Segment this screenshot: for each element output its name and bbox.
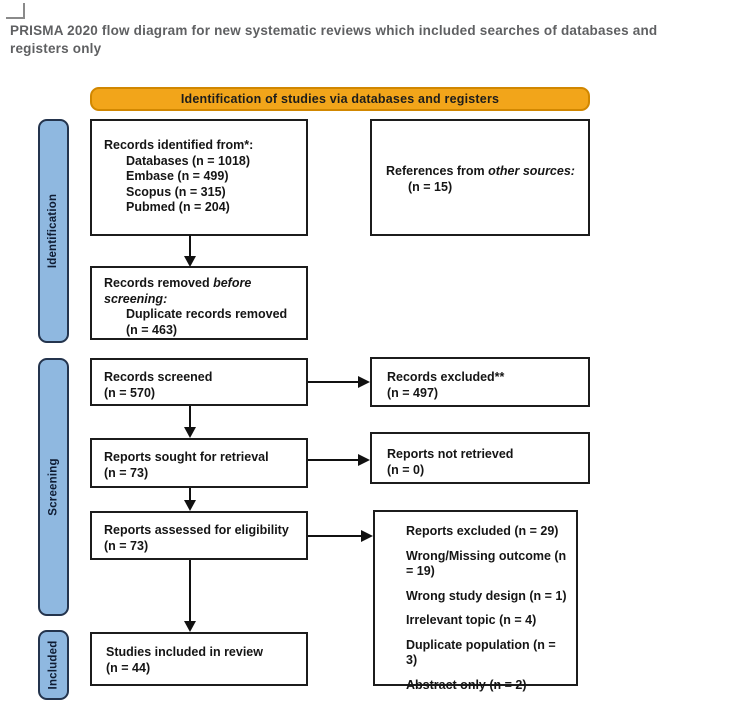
node-studies-included	[90, 632, 308, 686]
exclusion-reason: Irrelevant topic (n = 4)	[406, 613, 537, 627]
node-line: (n = 570)	[104, 385, 156, 400]
arrowhead-right-icon	[358, 454, 370, 466]
node-line: Reports assessed for eligibility	[104, 523, 289, 537]
banner-label: Identification of studies via databases and registers	[180, 92, 500, 106]
node-records-identified	[90, 119, 308, 236]
node-reports-sought	[90, 438, 308, 488]
node-line: (n = 497)	[387, 385, 439, 400]
node-line: Studies included in review	[106, 645, 263, 659]
banner-identification-of-studies	[90, 87, 590, 111]
node-line: Reports sought for retrieval	[104, 450, 269, 464]
node-line: Databases (n = 1018)	[126, 153, 251, 168]
exclusion-reason: Reports excluded (n = 29)	[406, 524, 559, 538]
node-reports-not-retrieved	[370, 432, 590, 484]
arrowhead-down-icon	[184, 427, 196, 438]
arrow-screened-to-sought	[189, 406, 191, 427]
node-line: Pubmed (n = 204)	[126, 200, 230, 214]
exclusion-reason: Wrong study design (n = 1)	[406, 588, 567, 603]
exclusion-reason: Abstract only (n = 2)	[406, 677, 527, 692]
arrowhead-down-icon	[184, 621, 196, 632]
arrowhead-down-icon	[184, 256, 196, 267]
arrow-sought-to-not-retrieved	[308, 459, 358, 461]
node-line: Records removed before screening:	[104, 276, 252, 306]
page-title: PRISMA 2020 flow diagram for new systematic reviews which included searches of databases and registers only	[10, 23, 658, 57]
arrow-screened-to-excluded	[308, 381, 358, 383]
stage-label-included: Included	[38, 630, 69, 700]
exclusion-reason: Wrong/Missing outcome (n = 19)	[406, 548, 567, 578]
node-references-other-sources	[370, 119, 590, 236]
node-records-removed	[90, 266, 308, 340]
exclusion-reason: Duplicate population (n = 3)	[406, 637, 556, 667]
node-line: (n = 0)	[387, 462, 425, 477]
node-line: Reports not retrieved	[387, 447, 514, 461]
stage-label-screening: Screening	[38, 358, 69, 616]
arrowhead-down-icon	[184, 500, 196, 511]
arrowhead-right-icon	[358, 376, 370, 388]
node-line: Records identified from*:	[104, 138, 254, 152]
node-line: References from other sources:	[386, 164, 575, 178]
node-records-excluded	[370, 357, 590, 407]
node-records-screened	[90, 358, 308, 406]
corner-crop-mark-icon	[6, 3, 25, 19]
node-line: Scopus (n = 315)	[126, 184, 226, 199]
node-reports-assessed	[90, 511, 308, 560]
node-line: (n = 73)	[104, 538, 149, 553]
node-line: (n = 463)	[126, 322, 178, 337]
node-line: (n = 15)	[408, 179, 453, 194]
node-line: Embase (n = 499)	[126, 169, 229, 183]
arrowhead-right-icon	[361, 530, 373, 542]
stage-label-identification: Identification	[38, 119, 69, 343]
arrow-identified-to-removed	[189, 235, 191, 256]
node-line: Records screened	[104, 370, 213, 384]
node-line: (n = 44)	[106, 660, 151, 675]
node-line: (n = 73)	[104, 465, 149, 480]
node-line: Records excluded**	[387, 370, 505, 384]
arrow-assessed-to-reasons	[308, 535, 361, 537]
arrow-assessed-to-included	[189, 560, 191, 621]
node-reports-excluded-reasons	[373, 510, 578, 692]
node-line: Duplicate records removed	[126, 307, 288, 321]
arrow-sought-to-assessed	[189, 488, 191, 500]
